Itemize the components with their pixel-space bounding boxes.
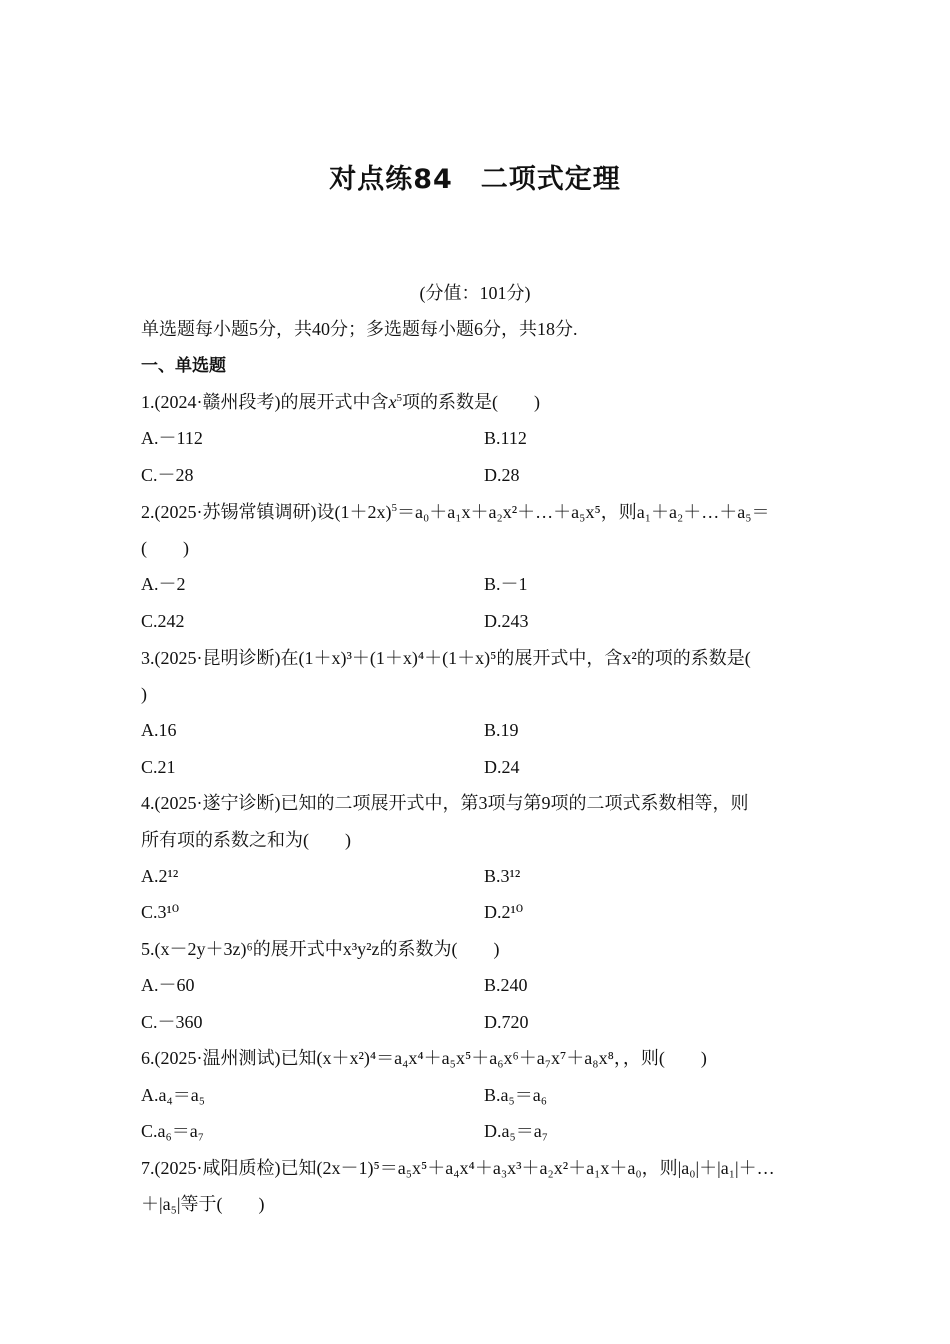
- question-2-prefix: 2.(2025·苏锡常镇调研)设(1＋2x): [141, 502, 392, 522]
- q5-option-c[interactable]: C.－360: [141, 1012, 203, 1032]
- question-5: 5.(x－2y＋3z)⁶的展开式中x³y²z的系数为( ): [141, 939, 500, 959]
- question-1: [141, 391, 540, 413]
- question-7: 7.(2025·咸阳质检)已知(2x－1)⁵＝a₅x⁵＋a₄x⁴＋a₃x³＋a₂x²＋a₁x＋a₀，则|a₀|＋|a₁|＋…: [141, 1158, 775, 1178]
- question-1-suffix: 项的系数是( ): [401, 392, 540, 412]
- q4-option-c[interactable]: C.3¹⁰: [141, 902, 180, 922]
- q2-option-c[interactable]: C.242: [141, 611, 185, 631]
- q1-option-c[interactable]: C.－28: [141, 465, 194, 485]
- question-2: [141, 501, 770, 523]
- q3-option-c[interactable]: C.21: [141, 757, 176, 777]
- q3-option-b[interactable]: B.19: [484, 720, 519, 740]
- question-4: 4.(2025·遂宁诊断)已知的二项展开式中，第3项与第9项的二项式系数相等，则: [141, 793, 749, 813]
- q5-option-d[interactable]: D.720: [484, 1012, 529, 1032]
- q2-option-d[interactable]: D.243: [484, 611, 529, 631]
- q3-option-d[interactable]: D.24: [484, 757, 520, 777]
- question-1-exp: 5: [396, 392, 402, 404]
- question-6: 6.(2025·温州测试)已知(x＋x²)⁴＝a₄x⁴＋a₅x⁵＋a₆x⁶＋a₇x⁷＋a₈x⁸，，则( ): [141, 1048, 707, 1068]
- q4-option-a[interactable]: A.2¹²: [141, 866, 179, 886]
- question-1-var: x: [388, 392, 397, 412]
- q5-option-b[interactable]: B.240: [484, 975, 528, 995]
- q6-option-b[interactable]: B.a₅＝a₆: [484, 1085, 548, 1105]
- question-1-prefix: 1.(2024·赣州段考)的展开式中含: [141, 392, 389, 412]
- score-line: (分值：101分): [419, 283, 531, 303]
- instructions: 单选题每小题5分，共40分；多选题每小题6分，共18分.: [141, 319, 578, 339]
- question-2-exp: 5: [391, 502, 397, 514]
- section-heading: 一、单选题: [141, 356, 226, 376]
- q1-option-b[interactable]: B.112: [484, 428, 527, 448]
- q2-option-a[interactable]: A.－2: [141, 574, 186, 594]
- q1-option-d[interactable]: D.28: [484, 465, 520, 485]
- q5-option-a[interactable]: A.－60: [141, 975, 195, 995]
- q6-option-c[interactable]: C.a₆＝a₇: [141, 1121, 205, 1141]
- q3-option-a[interactable]: A.16: [141, 720, 177, 740]
- q1-option-a[interactable]: A.－112: [141, 428, 203, 448]
- question-7-line-2: ＋|a₅|等于( ): [141, 1194, 265, 1214]
- question-2-expr: ＝a₀＋a₁x＋a₂x²＋…＋a₅x⁵，则a₁＋a₂＋…＋a₅＝: [396, 502, 770, 522]
- q4-option-b[interactable]: B.3¹²: [484, 866, 521, 886]
- q4-option-d[interactable]: D.2¹⁰: [484, 902, 524, 922]
- question-3: 3.(2025·昆明诊断)在(1＋x)³＋(1＋x)⁴＋(1＋x)⁵的展开式中，含x²的项的系数是(: [141, 648, 751, 668]
- question-4-line-2: 所有项的系数之和为( ): [141, 830, 351, 850]
- q6-option-d[interactable]: D.a₅＝a₇: [484, 1121, 549, 1141]
- page-title: 对点练84 二项式定理: [329, 164, 621, 195]
- q6-option-a[interactable]: A.a₄＝a₅: [141, 1085, 206, 1105]
- question-2-line-2: ( ): [141, 538, 189, 558]
- q2-option-b[interactable]: B.－1: [484, 574, 528, 594]
- question-3-line-2: ): [141, 684, 147, 704]
